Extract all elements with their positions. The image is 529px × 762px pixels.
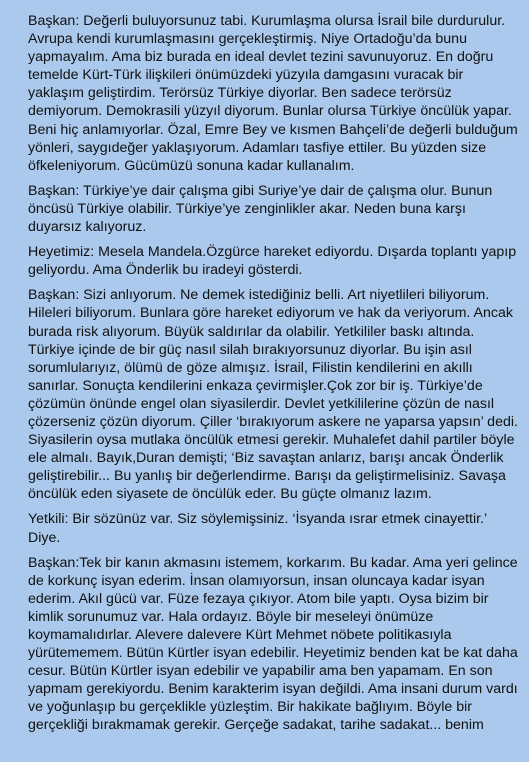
paragraph-heyetimiz: Heyetimiz: Mesela Mandela.Özgürce hareket ediyordu. Dışarda toplantı yapıp geliyordu. Ama Önderlik bu iradeyi gösterdi. xyxy=(28,244,517,279)
paragraph-yetkili: Yetkili: Bir sözünüz var. Siz söylemişsiniz. ‘İsyanda ısrar etmek cinayettir.’ Diye. xyxy=(28,511,487,546)
paragraph-baskan-4: Başkan:Tek bir kanın akmasını istemem, korkarım. Bu kadar. Ama yeri gelince de korkunç isyan ederim. İnsan olamıyorsun, insan oluncaya kadar isyan ederim. Akıl gücü var. Füze fezaya çıkıyor. Atom bile yaptı. Oysa bizim bir kimlik sorunumuz var. Hala ordayız. Böyle bir meseleyi önümüze koymamalıdırlar. Alevere dalevere Kürt Mehmet nöbete politikasıyla yürütememem. Bütün Kürtler isyan edebilir. Heyetimiz benden kat be kat daha cesur. Bütün Kürtler isyan edebilir ve yapabilir ama ben yapamam. En son yapmam gerekiyordu. Benim karakterim isyan değildi. Ama insani durum vardı ve yoğunlaşıp bu gerçeklikle yüzleştim. Bir hakikate bağlıyım. Böyle bir gerçekliği bırakmamak gerekir. Gerçeğe sadakat, tarihe sadakat... benim xyxy=(28,554,518,734)
paragraph-baskan-3: Başkan: Sizi anlıyorum. Ne demek istediğiniz belli. Art niyetlileri biliyorum. Hileleri biliyorum. Bunlara göre hareket ediyorum ve hak da veriyorum. Ancak burada risk alıyorum. Büyük saldırılar da olabilir. Yetkililer baskı altında. Türkiye içinde de bir güç nasıl silah bırakıyorsunuz diyorlar. Bu işin asıl sorumlularıyız, ölümü de göze almışız. İsrail, Filistin kendilerini en akıllı sanırlar. Sonuçta kendilerini enkaza çevirmişler.Çok zor bir iş. Türkiye’de çözümün önünde engel olan siyasilerdir. Devlet yetkililerine çözün de nasıl çözerseniz çözün diyorum. Çiller ‘bırakıyorum askere ne yaparsa yapsın’ dedi. Siyasilerin oysa mutlaka öncülük etmesi gerekir. Muhalefet dahil partiler böyle ele almalı. Bayık,Duran demişti; ‘Biz savaştan anlarız, barışı ancak Önderlik geliştirebilir... Bu yanlış bir değerlendirme. Barışı da geliştirmelisiniz. Savaşa öncülük eden siyasete de öncülük eder. Bu güçte olmanız lazım. xyxy=(28,287,518,503)
paragraph-baskan-1: Başkan: Değerli buluyorsunuz tabi. Kurumlaşma olursa İsrail bile durdurulur. Avrupa kendi kurumlaşmasını gerçekleştirmiş. Niye Ortadoğu’da bunu yapmayalım. Ama biz burada en ideal devlet tezini savunuyoruz. En doğru temelde Kürt-Türk ilişkileri önümüzdeki yüzyıla damgasını vuracak bir yaklaşım geliştirdim. Terörsüz Türkiye diyorlar. Ben sadece terörsüz demiyorum. Demokrasili yüzyıl diyorum. Bunlar olursa Türkiye öncülük yapar. Beni hiç anlamıyorlar. Özal, Emre Bey ve kısmen Bahçeli’de değerli bulduğum yönleri, saygıdeğer yaklaşıyorum. Adamları tasfiye ettiler. Bu yüzden size öfkeleniyorum. Gücümüzü sonuna kadar kullanalım. xyxy=(28,13,518,174)
paragraph-baskan-2: Başkan: Türkiye’ye dair çalışma gibi Suriye’ye dair de çalışma olur. Bunun öncüsü Türkiye olabilir. Türkiye’ye zenginlikler akar. Neden buna karşı duyarsız kalıyoruz. xyxy=(28,182,493,236)
